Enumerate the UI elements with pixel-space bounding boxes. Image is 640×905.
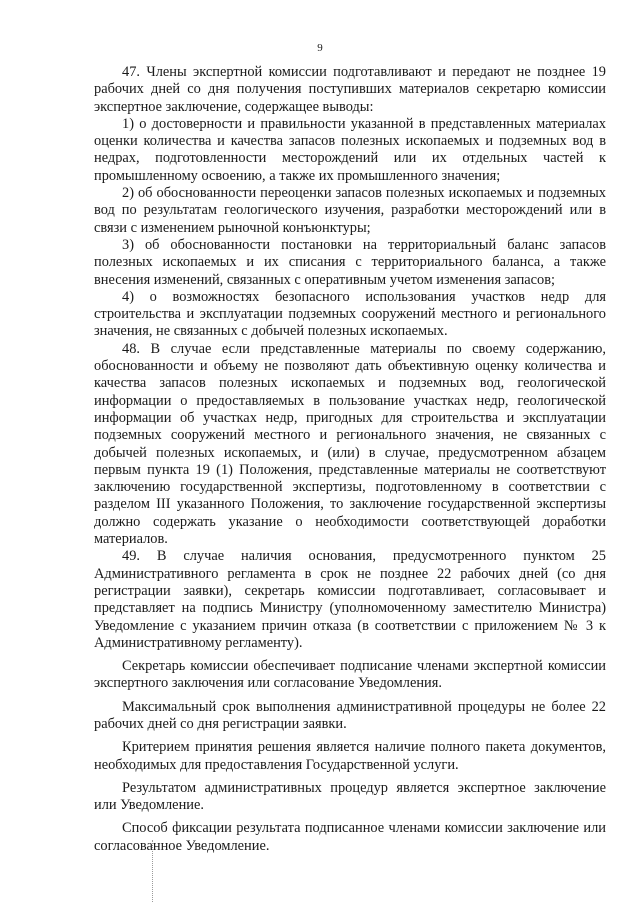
paragraph-criterion: Критерием принятия решения является наличие полного пакета документов, необходимых для предоставления Государственной услуги. — [94, 739, 606, 773]
paragraph-47-item-1: 1) о достоверности и правильности указанной в представленных материалах оценки количества и качества запасов полезных ископаемых и подземных вод в недрах, подготовленности месторождений или их отдельных частей к промышленному освоению, а также их промышленного значения; — [94, 115, 606, 184]
paragraph-47: 47. Члены экспертной комиссии подготавливают и передают не позднее 19 рабочих дней со дня получения поступивших материалов секретарю комиссии экспертное заключение, содержащее выводы: — [94, 64, 606, 115]
paragraph-47-item-4: 4) о возможностях безопасного использования участков недр для строительства и эксплуатации подземных сооружений местного и регионального значения, не связанных с добычей полезных ископаемых. — [94, 288, 606, 340]
paragraph-47-item-2: 2) об обоснованности переоценки запасов полезных ископаемых и подземных вод по результатам геологического изучения, разработки месторождений или в связи с изменением рыночной конъюнктуры; — [94, 185, 606, 236]
paragraph-49: 49. В случае наличия основания, предусмотренного пунктом 25 Административного регламента в срок не позднее 22 рабочих дней (со дня регистрации заявки), секретарь комиссии подготавливает, согласовывает и представляет на подпись Министру (уполномоченному заместителю Министра) Уведомление с указанием причин отказа (в соответствии с приложением № 3 к Административному регламенту). — [94, 548, 606, 651]
paragraph-secretary: Секретарь комиссии обеспечивает подписание членами экспертной комиссии экспертного заключения или согласование Уведомления. — [94, 658, 606, 692]
paragraph-fixation: Способ фиксации результата подписанное членами комиссии заключение или согласованное Уведомление. — [94, 820, 606, 854]
paragraph-47-item-3: 3) об обоснованности постановки на территориальный баланс запасов полезных ископаемых и их списания с территориального баланса, а также внесения изменений, связанных с оперативным учетом изменения запасов; — [94, 236, 606, 288]
paragraph-result: Результатом административных процедур является экспертное заключение или Уведомление. — [94, 779, 606, 814]
paragraph-max-term: Максимальный срок выполнения административной процедуры не более 22 рабочих дней со дня регистрации заявки. — [94, 698, 606, 732]
document-body — [94, 64, 606, 855]
paragraph-48: 48. В случае если представленные материалы по своему содержанию, обоснованности и объему не позволяют дать объективную оценку количества и качества запасов полезных ископаемых и подземных вод, геологической информации о предоставляемых в пользование участках недр, геологической информации об участках недр, пригодных для строительства и эксплуатации подземных сооружений местного и регионального значения, не связанных с добычей полезных ископаемых, и (или) в случае, предусмотренном абзацем первым пункта 19 (1) Положения, представленные материалы не соответствуют заключению государственной экспертизы, подготовленному в соответствии с разделом III указанного Положения, то заключение государственной экспертизы должно содержать указание о необходимости соответствующей доработки материалов. — [94, 340, 606, 548]
scan-margin-line — [152, 840, 153, 902]
page-number: 9 — [317, 42, 323, 54]
